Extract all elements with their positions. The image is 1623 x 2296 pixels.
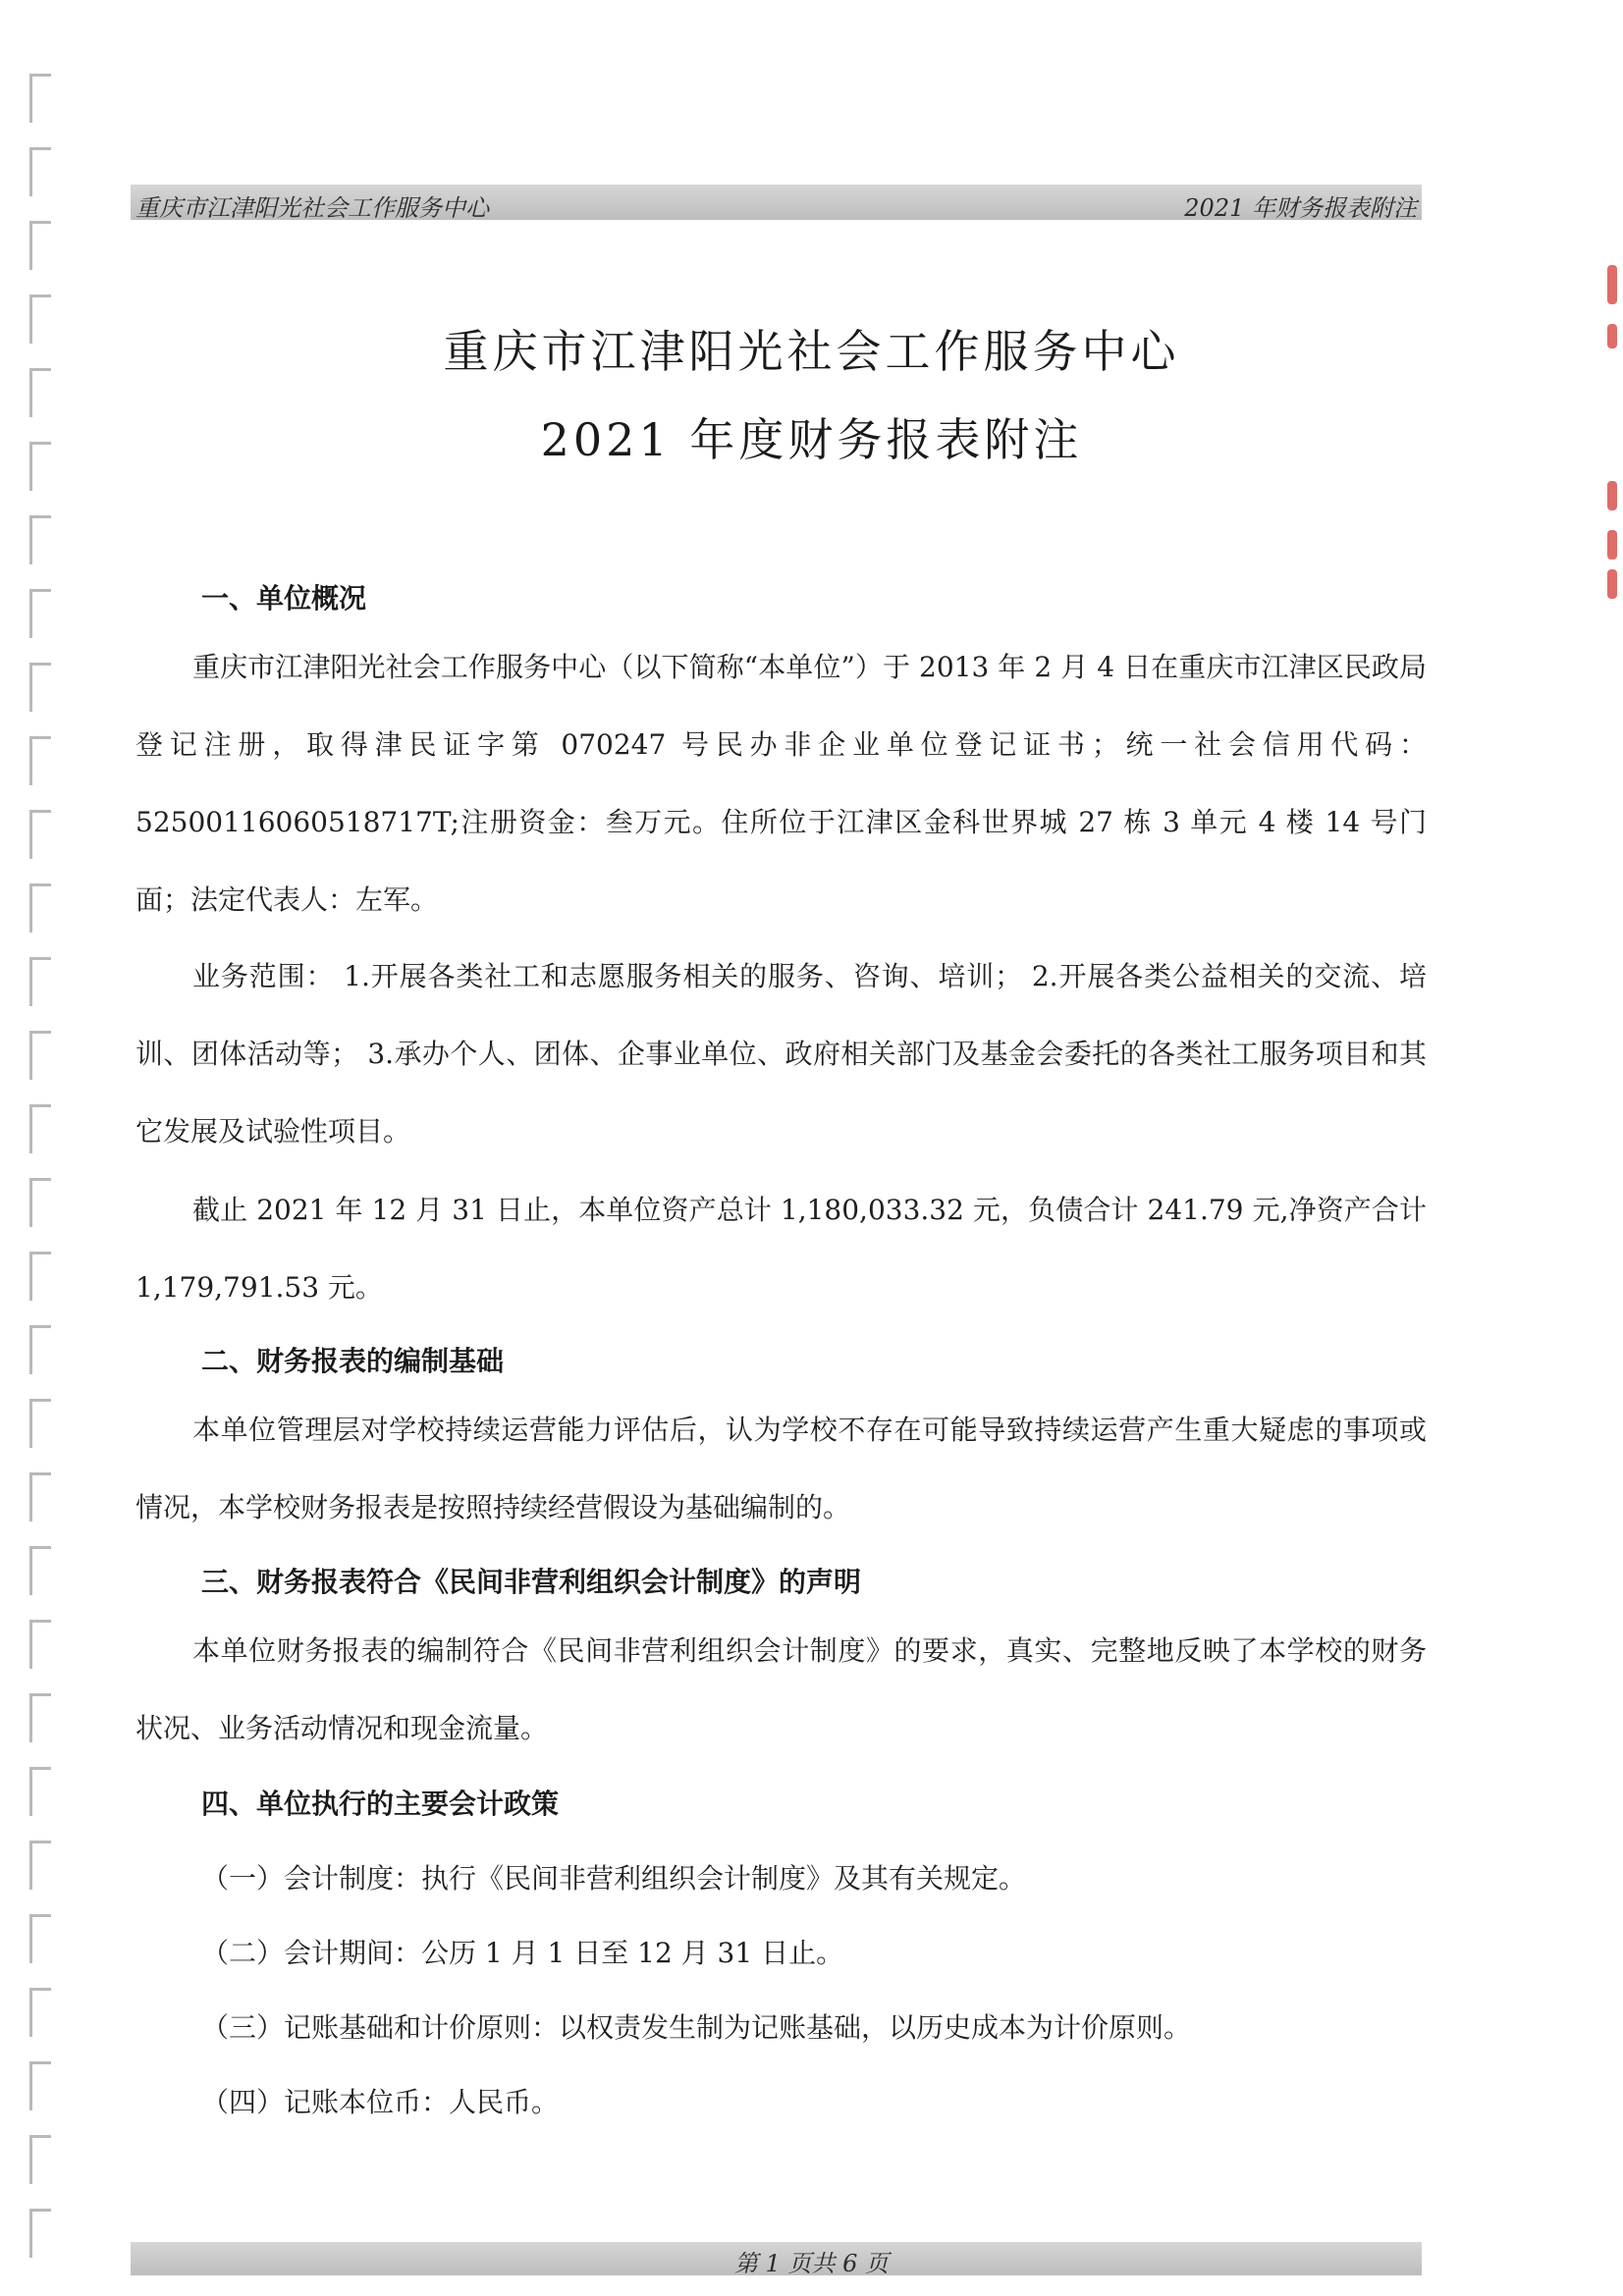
paragraph-text: 业务范围： 1.开展各类社工和志愿服务相关的服务、咨询、培训； 2.开展各类公益相关的交流、培训、团体活动等； 3.承办个人、团体、企事业单位、政府相关部门及基金会委托的各类社工服务项目和其它发展及试验性项目。 [135,960,1427,1148]
binding-mark [29,1841,51,1890]
binding-mark [29,2061,51,2110]
binding-mark [29,1693,51,1742]
overview-paragraph-1 [135,628,1427,938]
document-title-org: 重庆市江津阳光社会工作服务中心 [443,325,1180,378]
paragraph-text: 本单位管理层对学校持续运营能力评估后，认为学校不存在可能导致持续运营产生重大疑虑的事项或情况，本学校财务报表是按照持续经营假设为基础编制的。 [135,1414,1427,1523]
binding-mark [29,1252,51,1301]
seal-edge-mark [1607,530,1617,560]
seal-edge-mark [1607,265,1617,304]
binding-mark [29,74,51,123]
binding-mark [29,1178,51,1227]
binding-mark [29,589,51,638]
policy-item-basis: （三）记账基础和计价原则：以权责发生制为记账基础，以历史成本为计价原则。 [201,2011,1192,2044]
binding-mark [29,1988,51,2037]
binding-mark [29,221,51,270]
section-heading-policies: 四、单位执行的主要会计政策 [201,1788,560,1820]
binding-mark [29,515,51,564]
page-number: 第 1 页共 6 页 [733,2250,890,2277]
binding-mark [29,147,51,196]
overview-paragraph-2 [135,937,1427,1170]
paragraph-text: 本单位财务报表的编制符合《民间非营利组织会计制度》的要求，真实、完整地反映了本学校的财务状况、业务活动情况和现金流量。 [135,1634,1427,1744]
binding-mark [29,883,51,933]
header-org-name: 重庆市江津阳光社会工作服务中心 [135,194,489,222]
overview-paragraph-3 [135,1171,1427,1326]
binding-mark [29,1104,51,1153]
binding-mark [29,736,51,785]
document-title-report: 2021 年度财务报表附注 [540,413,1083,466]
policy-item-system: （一）会计制度：执行《民间非营利组织会计制度》及其有关规定。 [201,1862,1027,1895]
basis-paragraph [135,1391,1427,1546]
binding-mark [29,1031,51,1080]
binding-mark [29,1472,51,1522]
section-heading-overview: 一、单位概况 [201,582,367,614]
binding-mark [29,1914,51,1963]
binding-mark [29,810,51,859]
policy-item-currency: （四）记账本位币：人民币。 [201,2086,560,2118]
binding-mark [29,663,51,712]
paragraph-text: 重庆市江津阳光社会工作服务中心（以下简称“本单位”）于 2013 年 2 月 4 日在重庆市江津区民政局登记注册，取得津民证字第 070247 号民办非企业单位登记证书；统一社会信用代码：52500116060518717T;注册资金：叁万元。住所位于江津区金科世界城 27 栋 3 单元 4 楼 14 号门面；法定代表人：左军。 [135,651,1427,916]
header-doc-title: 2021 年财务报表附注 [1184,194,1417,222]
binding-mark [29,1546,51,1595]
policy-item-period: （二）会计期间：公历 1 月 1 日至 12 月 31 日止。 [201,1937,844,1969]
binding-mark [29,1767,51,1816]
binding-mark [29,1620,51,1669]
binding-mark [29,1399,51,1448]
binding-mark [29,957,51,1006]
binding-mark [29,2135,51,2184]
seal-edge-mark [1607,481,1617,510]
seal-edge-mark [1607,569,1617,599]
binding-mark [29,1325,51,1374]
section-heading-compliance: 三、财务报表符合《民间非营利组织会计制度》的声明 [201,1566,862,1598]
paragraph-text: 截止 2021 年 12 月 31 日止，本单位资产总计 1,180,033.32 元，负债合计 241.79 元,净资产合计 1,179,791.53 元。 [135,1194,1427,1304]
compliance-paragraph [135,1612,1427,1767]
section-heading-basis: 二、财务报表的编制基础 [201,1345,505,1377]
